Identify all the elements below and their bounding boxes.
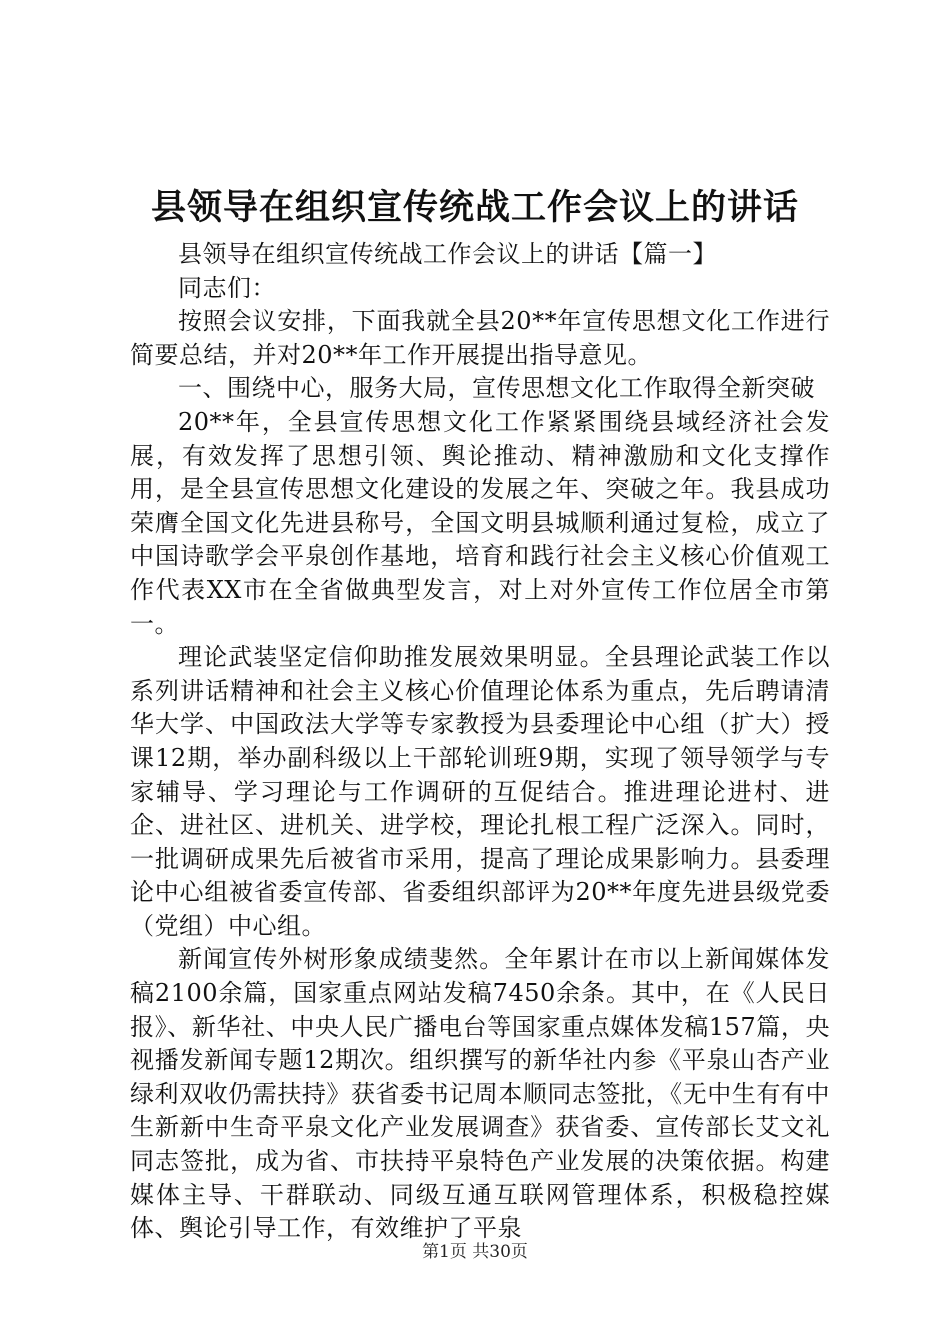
page-number-label: 第1页 共30页 <box>422 1242 528 1262</box>
salutation-paragraph: 同志们： <box>178 273 276 302</box>
document-title: 县领导在组织宣传统战工作会议上的讲话 <box>150 187 799 228</box>
body-paragraph: 20**年，全县宣传思想文化工作紧紧围绕县域经济社会发展，有效发挥了思想引领、舆论推动、精神激励和文化支撑作用，是全县宣传思想文化建设的发展之年、突破之年。我县成功荣膺全国文化先进县称号，全国文明县城顺利通过复检，成立了中国诗歌学会平泉创作基地，培育和践行社会主义核心价值观工作代表XX市在全省做典型发言，对上对外宣传工作位居全市第一。 <box>130 407 830 638</box>
body-paragraph: 新闻宣传外树形象成绩斐然。全年累计在市以上新闻媒体发稿2100余篇，国家重点网站发稿7450余条。其中，在《人民日报》、新华社、中央人民广播电台等国家重点媒体发稿157篇，央视播发新闻专题12期次。组织撰写的新华社内参《平泉山杏产业绿利双收仍需扶持》获省委书记周本顺同志签批，《无中生有有中生新新中生奇平泉文化产业发展调查》获省委、宣传部长艾文礼同志签批，成为省、市扶持平泉特色产业发展的决策依据。构建媒体主导、干群联动、同级互通互联网管理体系，积极稳控媒体、舆论引导工作，有效维护了平泉 <box>130 945 830 1243</box>
document-body <box>130 238 830 1246</box>
subtitle-paragraph: 县领导在组织宣传统战工作会议上的讲话【篇一】 <box>178 240 717 268</box>
section-heading-1: 一、围绕中心，服务大局，宣传思想文化工作取得全新突破 <box>178 374 815 403</box>
body-paragraph: 理论武装坚定信仰助推发展效果明显。全县理论武装工作以系列讲话精神和社会主义核心价值理论体系为重点，先后聘请清华大学、中国政法大学等专家教授为县委理论中心组（扩大）授课12期，举办副科级以上干部轮训班9期，实现了领导领学与专家辅导、学习理论与工作调研的互促结合。推进理论进村、进企、进社区、进机关、进学校，理论扎根工程广泛深入。同时，一批调研成果先后被省市采用，提高了理论成果影响力。县委理论中心组被省委宣传部、省委组织部评为20**年度先进县级党委（党组）中心组。 <box>130 643 830 940</box>
page-footer <box>0 1240 950 1264</box>
intro-paragraph: 按照会议安排，下面我就全县20**年宣传思想文化工作进行简要总结，并对20**年工作开展提出指导意见。 <box>130 307 830 369</box>
